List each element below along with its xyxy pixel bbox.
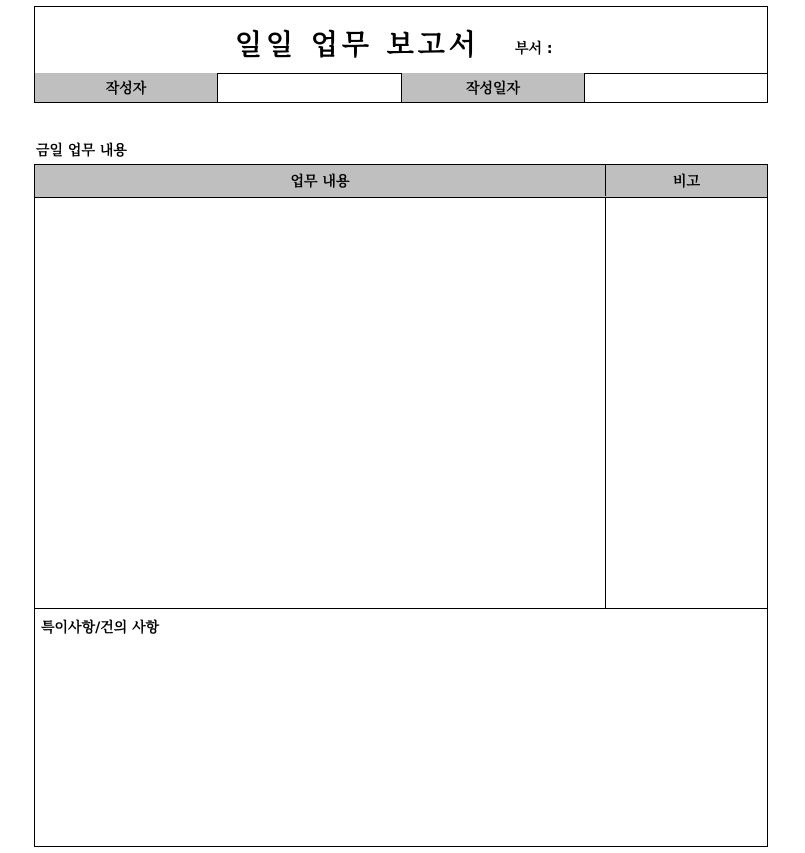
date-field[interactable] (585, 73, 767, 102)
page-title: 일일 업무 보고서 (235, 28, 480, 61)
department-label: 부서 : (515, 41, 553, 57)
section-title-today-work: 금일 업무 내용 (36, 143, 127, 159)
work-table-body (35, 197, 767, 609)
column-header-work: 업무 내용 (35, 165, 606, 196)
note-field[interactable] (606, 197, 767, 608)
author-info-row (35, 73, 767, 102)
work-table-header (35, 165, 767, 198)
column-header-note: 비고 (672, 173, 701, 190)
work-table (34, 164, 768, 847)
date-label: 작성일자 (402, 73, 585, 102)
work-content-field[interactable] (35, 197, 606, 608)
report-header (34, 6, 768, 103)
author-field[interactable] (218, 73, 402, 102)
special-notes-label: 특이사항/건의 사항 (41, 620, 160, 636)
author-label: 작성자 (35, 73, 218, 102)
title-row (35, 7, 767, 74)
special-notes-area[interactable] (35, 609, 767, 846)
